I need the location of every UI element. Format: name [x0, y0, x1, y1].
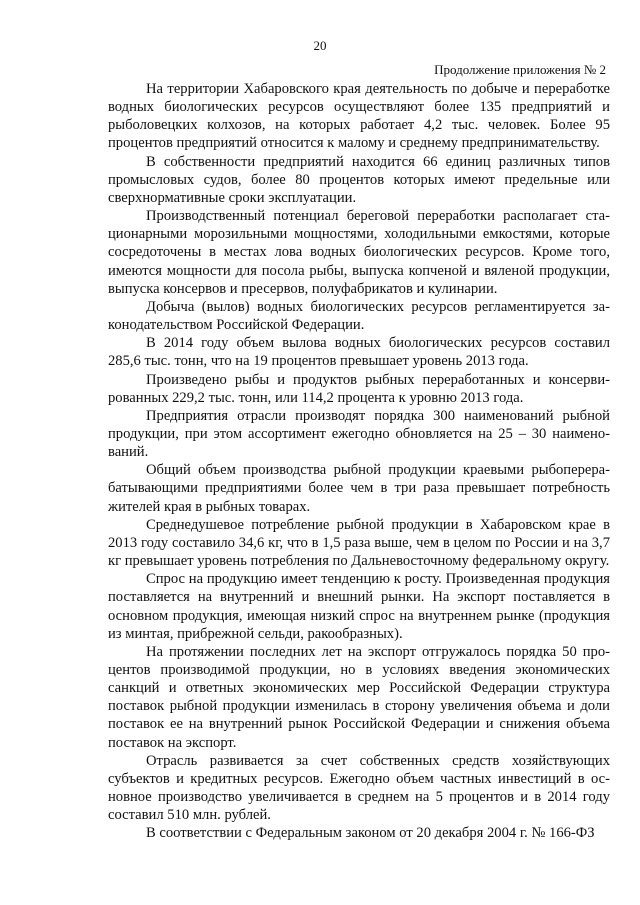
paragraph-industry-overview: На территории Хабаровского края деятельность по добыче и переработке водных биологических ресурсов осуществляют более 135 предприятий и рыболовецких колхозов, на которых работает 4,2 тыс. человек. Более 95 процентов предприятий относится к малому и среднему предпринимательству.	[108, 81, 610, 152]
paragraph-per-capita-consumption: Среднедушевое потребление рыбной продукции в Хабаровском крае в 2013 году составило 34,6 кг, что в 1,5 раза выше, чем в целом по России и на 3,7 кг превышает уровень потребления по Дальневосточному федеральному округу.	[108, 516, 610, 570]
appendix-note: Продолжение приложения № 2	[434, 62, 606, 77]
paragraph-processing-capacity: Производственный потенциал береговой переработки располагает стационарными морозильными мощностями, холодильными емкостями, которые сосредоточены в местах лова водных биологических ресурсов. Кроме того, имеются мощности для посола рыбы, выпуска копченой и вяленой продукции, выпуска консервов и пресервов, полуфабрикатов и кулинарии.	[108, 208, 610, 297]
paragraph-export-structure: На протяжении последних лет на экспорт отгружалось порядка 50 процентов производимой продукции, но в условиях введения экономических санкций и ответных экономических мер Российской Федерации структура поставок рыбной продукции изменилась в сторону увеличения объема и доли поставок ее на внутренний рынок Российской Федерации и снижения объема поставок на экспорт.	[108, 643, 610, 751]
paragraph-markets: Спрос на продукцию имеет тенденцию к росту. Произведенная продукция поставляется на внутренний и внешний рынки. На экспорт поставляется в основном продукция, имеющая низкий спрос на внутреннем рынке (продукция из минтая, прибрежной сельди, ракообразных).	[108, 571, 610, 642]
paragraph-production-volume: Произведено рыбы и продуктов рыбных переработанных и консервированных 229,2 тыс. тонн, или 114,2 процента к уровню 2013 года.	[108, 371, 610, 406]
page-number: 20	[313, 38, 327, 53]
paragraph-assortment: Предприятия отрасли производят порядка 300 наименований рыбной продукции, при этом ассортимент ежегодно обновляется на 25 – 30 наименований.	[108, 407, 610, 461]
document-body	[108, 80, 610, 843]
paragraph-investment: Отрасль развивается за счет собственных средств хозяйствующих субъектов и кредитных ресурсов. Ежегодно объем частных инвестиций в основное производство увеличивается в среднем на 5 процентов и в 2014 году составил 510 млн. рублей.	[108, 752, 610, 824]
paragraph-regulation: Добыча (вылов) водных биологических ресурсов регламентируется законодательством Российской Федерации.	[108, 298, 610, 334]
paragraph-fleet: В собственности предприятий находится 66 единиц различных типов промысловых судов, более 80 процентов которых имеют предельные или сверхнормативные сроки эксплуатации.	[108, 153, 610, 206]
paragraph-catch-volume: В 2014 году объем вылова водных биологических ресурсов составил 285,6 тыс. тонн, что на 19 процентов превышает уровень 2013 года.	[108, 335, 610, 370]
paragraph-federal-law: В соответствии с Федеральным законом от 20 декабря 2004 г. № 166-ФЗ	[146, 825, 595, 842]
paragraph-demand-coverage: Общий объем производства рыбной продукции краевыми рыбоперерабатывающими предприятиями более чем в три раза превышает потребность жителей края в рыбных товарах.	[108, 462, 610, 515]
